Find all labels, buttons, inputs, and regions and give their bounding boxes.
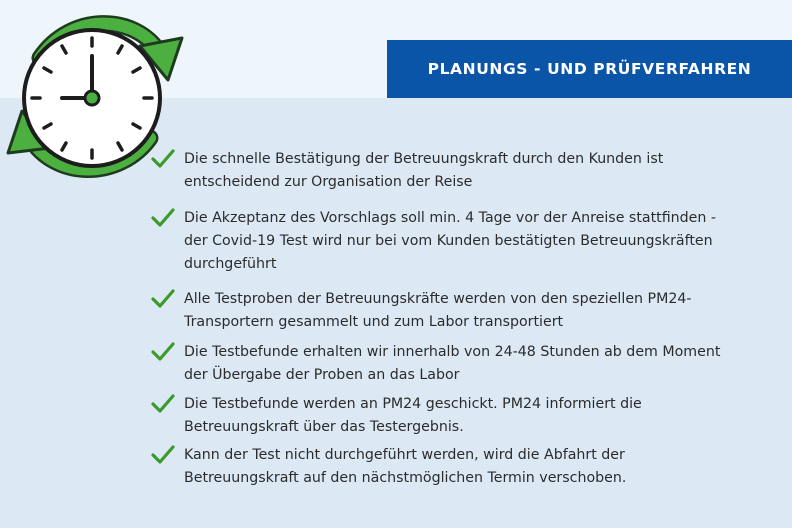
check-icon bbox=[150, 148, 176, 170]
list-item-text: Die schnelle Bestätigung der Betreuungskraft durch den Kunden ist entscheidend zur Organisation der Reise bbox=[184, 151, 664, 190]
check-icon bbox=[150, 341, 176, 363]
list-item-text: Die Testbefunde werden an PM24 geschickt. PM24 informiert die Betreuungskraft über das Testergebnis. bbox=[184, 396, 642, 435]
list-item-text: Die Testbefunde erhalten wir innerhalb von 24-48 Stunden ab dem Moment der Übergabe der Proben an das Labor bbox=[184, 344, 721, 383]
check-icon bbox=[150, 288, 176, 310]
check-icon bbox=[150, 207, 176, 229]
page-title: PLANUNGS - UND PRÜFVERFAHREN bbox=[427, 60, 752, 78]
check-icon bbox=[150, 444, 176, 466]
check-icon bbox=[150, 393, 176, 415]
list-item-text: Kann der Test nicht durchgeführt werden, wird die Abfahrt der Betreuungskraft auf den nächstmöglichen Termin verschoben. bbox=[184, 447, 627, 486]
list-item-text: Alle Testproben der Betreuungskräfte werden von den speziellen PM24- Transportern gesammelt und zum Labor transportiert bbox=[184, 291, 692, 330]
list-item-text: Die Akzeptanz des Vorschlags soll min. 4 Tage vor der Anreise stattfinden - der Covid-19 Test wird nur bei vom Kunden bestätigten Betreuungskräften durchgeführt bbox=[184, 210, 716, 272]
